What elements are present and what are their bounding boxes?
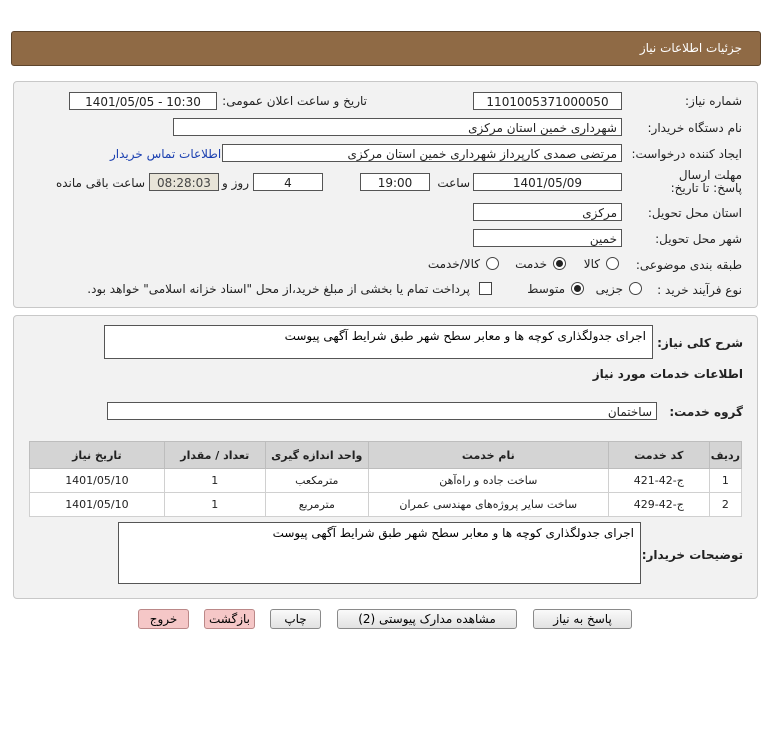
row-index: 1 <box>709 469 741 493</box>
province-label: استان محل تحویل: <box>647 206 742 220</box>
category-label: طبقه بندی موضوعی: <box>635 258 742 272</box>
category-option-service: خدمت <box>515 257 547 271</box>
deadline-time-label: ساعت <box>437 176 470 190</box>
province-field[interactable]: مرکزی <box>473 203 622 221</box>
need-number-label: شماره نیاز: <box>685 94 742 108</box>
page-header <box>11 31 761 66</box>
city-field[interactable]: خمین <box>473 229 622 247</box>
page-title: جزئیات اطلاعات نیاز <box>639 41 742 55</box>
service-name: ساخت جاده و راه‌آهن <box>368 469 608 493</box>
buyer-contact-link[interactable]: اطلاعات تماس خریدار <box>110 147 222 161</box>
purchase-option-minor: جزیی <box>595 282 623 296</box>
buyer-org-label: نام دستگاه خریدار: <box>647 121 742 135</box>
col-row-header: ردیف <box>709 442 741 469</box>
days-label: روز و <box>222 176 249 190</box>
purchase-option-medium: متوسط <box>527 282 565 296</box>
unit: مترمربع <box>265 493 368 517</box>
treasury-payment-note: پرداخت تمام یا بخشی از مبلغ خرید،از محل "اسناد خزانه اسلامی" خواهد بود. <box>87 282 470 296</box>
remaining-label: ساعت باقی مانده <box>55 176 145 190</box>
buyer-notes-field[interactable] <box>118 522 641 584</box>
back-button[interactable]: بازگشت <box>204 609 255 629</box>
purchase-radio-minor[interactable] <box>629 282 642 295</box>
announce-field[interactable]: 1401/05/05 - 10:30 <box>69 92 217 110</box>
col-qty-header: تعداد / مقدار <box>164 442 265 469</box>
services-section-title: اطلاعات خدمات مورد نیاز <box>592 367 743 381</box>
deadline-time-field[interactable]: 19:00 <box>360 173 430 191</box>
need-info-panel <box>13 81 758 308</box>
purchase-type-label: نوع فرآیند خرید : <box>657 283 742 297</box>
col-unit-header: واحد اندازه گیری <box>265 442 368 469</box>
service-code: ج-42-429 <box>608 493 709 517</box>
table-row[interactable] <box>30 469 742 493</box>
quantity: 1 <box>164 493 265 517</box>
service-name: ساخت سایر پروژه‌های مهندسی عمران <box>368 493 608 517</box>
buyer-org-field[interactable]: شهرداری خمین استان مرکزی <box>173 118 622 136</box>
service-code: ج-42-421 <box>608 469 709 493</box>
service-group-field[interactable]: ساختمان <box>107 402 657 420</box>
quantity: 1 <box>164 469 265 493</box>
service-group-label: گروه خدمت: <box>669 405 743 419</box>
need-date: 1401/05/10 <box>30 469 165 493</box>
exit-button[interactable]: خروج <box>138 609 189 629</box>
days-field[interactable]: 4 <box>253 173 323 191</box>
deadline-date-field[interactable]: 1401/05/09 <box>473 173 622 191</box>
creator-field[interactable]: مرتضی صمدی کارپرداز شهرداری خمین استان مرکزی <box>222 144 622 162</box>
print-button[interactable]: چاپ <box>270 609 321 629</box>
category-radio-service[interactable] <box>553 257 566 270</box>
view-documents-button[interactable]: مشاهده مدارک پیوستی (2) <box>337 609 517 629</box>
city-label: شهر محل تحویل: <box>655 232 742 246</box>
unit: مترمکعب <box>265 469 368 493</box>
buyer-notes-label: توضیحات خریدار: <box>641 548 743 562</box>
row-index: 2 <box>709 493 741 517</box>
reply-button[interactable]: پاسخ به نیاز <box>533 609 632 629</box>
treasury-payment-checkbox[interactable] <box>479 282 492 295</box>
need-date: 1401/05/10 <box>30 493 165 517</box>
col-date-header: تاریخ نیاز <box>30 442 165 469</box>
summary-field[interactable] <box>104 325 653 359</box>
table-row[interactable] <box>30 493 742 517</box>
purchase-radio-medium[interactable] <box>571 282 584 295</box>
col-code-header: کد خدمت <box>608 442 709 469</box>
creator-label: ایجاد کننده درخواست: <box>631 147 742 161</box>
remaining-time-field: 08:28:03 <box>149 173 219 191</box>
category-radio-goods-service[interactable] <box>486 257 499 270</box>
summary-label: شرح کلی نیاز: <box>657 336 743 350</box>
category-option-goods-service: کالا/خدمت <box>427 257 480 271</box>
services-table-header <box>30 442 742 469</box>
announce-label: تاریخ و ساعت اعلان عمومی: <box>222 94 367 108</box>
col-name-header: نام خدمت <box>368 442 608 469</box>
deadline-label: مهلت ارسال پاسخ: تا تاریخ: <box>670 168 742 195</box>
need-number-field[interactable]: 1101005371000050 <box>473 92 622 110</box>
category-radio-goods[interactable] <box>606 257 619 270</box>
services-table <box>29 441 742 517</box>
category-option-goods: کالا <box>583 257 600 271</box>
